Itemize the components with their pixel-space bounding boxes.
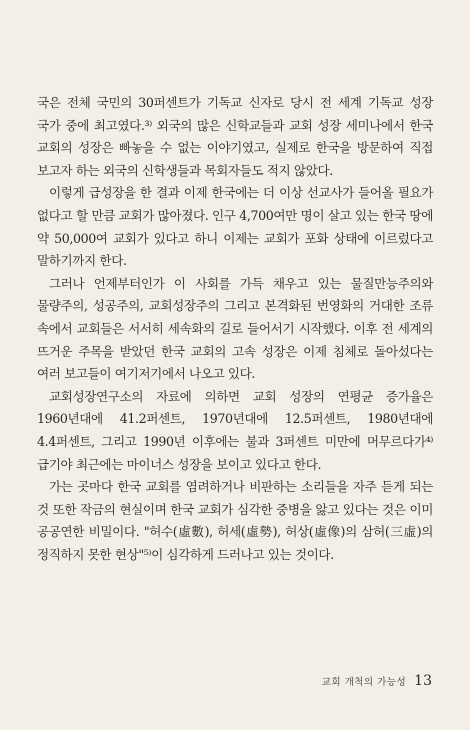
body-text [37, 92, 433, 566]
paragraph-4: 교회성장연구소의 자료에 의하면 교회 성장의 연평균 증가율은 1960년대에 41.2퍼센트, 1970년대에 12.5퍼센트, 1980년대에 4.4퍼센트, 그리고 1990년 이후에는 불과 3퍼센트 미만에 머무르다가⁴⁾ 급기야 최근에는 마이너스 성장을 보이고 있다고 한다. [37, 388, 433, 472]
paragraph-1: 국은 전체 국민의 30퍼센트가 기독교 신자로 당시 전 세계 기독교 성장 국가 중에 최고였다.³⁾ 외국의 많은 신학교들과 교회 성장 세미나에서 한국 교회의 성장은 빠놓을 수 없는 이야기였고, 실제로 한국을 방문하여 직접 보고자 하는 외국의 신학생들과 목회자들도 적지 않았다. [37, 95, 433, 178]
paragraph-5: 가는 곳마다 한국 교회를 염려하거나 비판하는 소리들을 자주 듣게 되는 것 또한 작금의 현실이며 한국 교회가 심각한 중병을 앓고 있다는 것은 이미 공공연한 비밀이다. "허수(虛數), 허세(虛勢), 허상(虛像)의 삼허(三虛)의 정직하지 못한 현상"⁵⁾이 심각하게 드러나고 있는 것이다. [37, 479, 433, 562]
page-number: 13 [414, 673, 432, 689]
paragraph-2: 이렇게 급성장을 한 결과 이제 한국에는 더 이상 선교사가 들어올 필요가 없다고 할 만큼 교회가 많아졌다. 인구 4,700여만 명이 살고 있는 한국 땅에 약 50,000여 교회가 있다고 하니 이제는 교회가 포화 상태에 이르렀다고 말하기까지 한다. [37, 185, 433, 269]
page-footer [322, 673, 432, 689]
running-title: 교회 개척의 가능성 [321, 677, 407, 688]
paragraph-3: 그러나 언제부터인가 이 사회를 가득 채우고 있는 물질만능주의와 물량주의, 성공주의, 교회성장주의 그리고 본격화된 번영화의 거대한 조류 속에서 교회들은 서서히 세속화의 길로 들어서기 시작했다. 이후 전 세계의 뜨거운 주목을 받았던 한국 교회의 고속 성장은 이제 침체로 돌아섰다는 여러 보고들이 여기저기에서 나오고 있다. [37, 275, 433, 382]
